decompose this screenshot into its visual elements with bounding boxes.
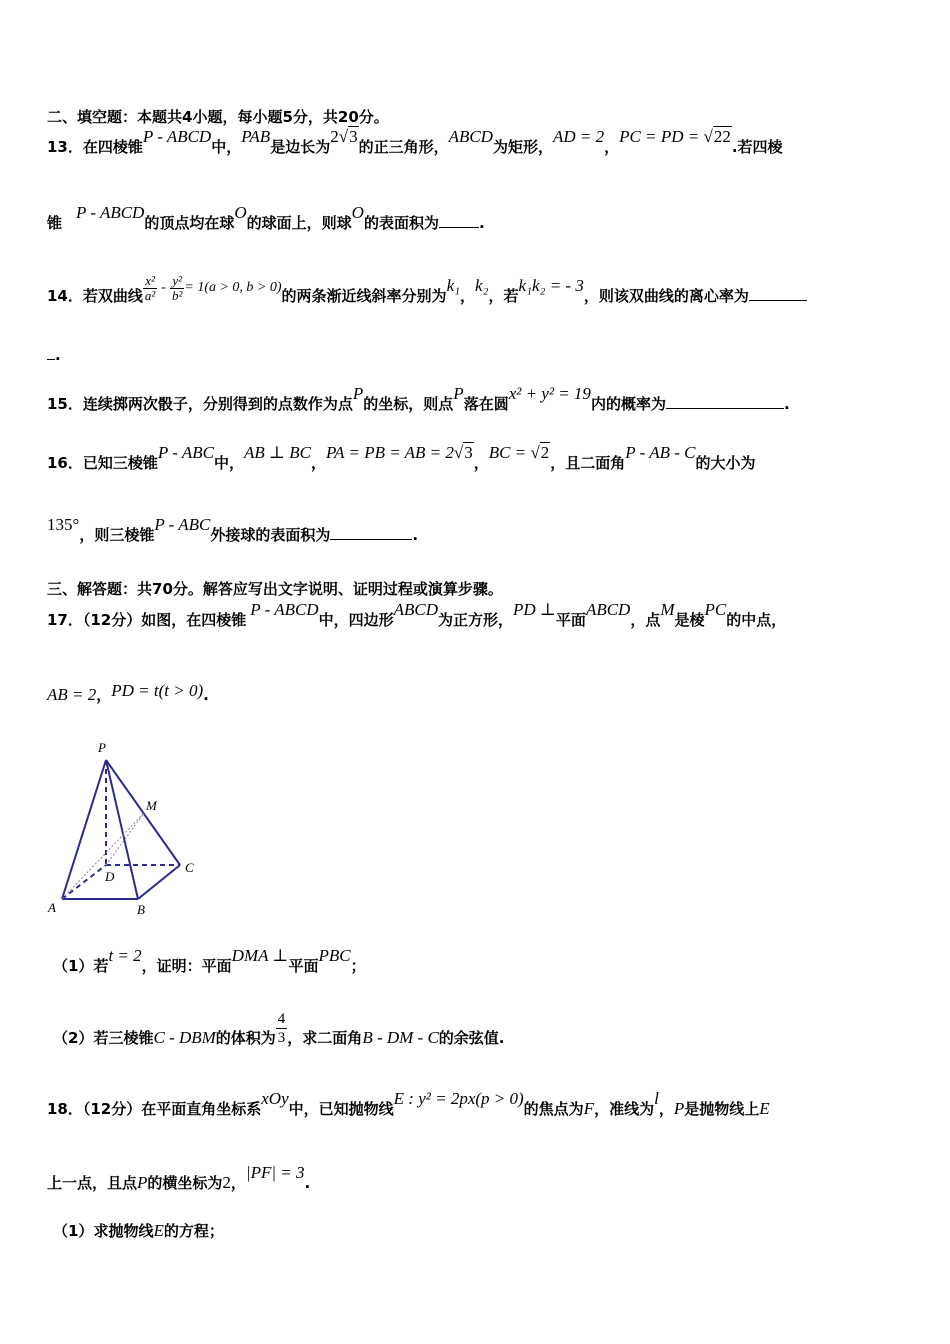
text: ，则该双曲线的离心率为 [583,287,749,305]
fraction-denominator: b² [171,288,183,303]
text: ，则三棱锥 [79,526,155,544]
math: P [453,384,464,403]
math: k₂ [475,276,489,295]
math: PA = PB = AB = 2√3 [325,443,473,462]
question-18-part-1 [53,1220,224,1241]
question-14-line-1 [47,273,807,311]
math: PC = PD = √22 [619,127,731,146]
question-17-line-2 [47,681,209,705]
text: 的焦点为 [523,1100,584,1118]
math: PBC [318,946,351,965]
math-radicand: 2 [540,443,550,462]
pyramid-figure [40,736,210,921]
question-15 [47,384,790,414]
math: E : y² = 2px(p > 0) [393,1089,524,1108]
label-m: M [146,798,157,813]
label-c: C [185,860,194,875]
text: 连续掷两次骰子，分别得到的点数作为点 [82,395,353,413]
math: AB ⊥ BC [243,443,311,462]
question-16-line-1 [47,443,756,473]
text: ； [350,957,366,975]
section-2-header: 二、填空题：本题共4小题，每小题5分，共20分。 [47,108,389,126]
fraction-numerator: y² [172,273,182,288]
text: 若双曲线 [82,287,143,305]
answer-blank [749,286,807,301]
text: 的中点， [726,611,787,629]
label-p: P [98,740,106,755]
question-16-line-2 [47,515,419,545]
question-18-line-2 [47,1163,311,1193]
label-a: A [48,900,56,915]
text: . [304,1174,311,1192]
text: 在四棱锥 [82,138,143,156]
math: 2√3 [330,127,358,146]
part-number: （2） [53,1029,94,1047]
question-14-line-2 [47,345,61,364]
edge-pa [62,760,106,899]
math: xOy [261,1089,289,1108]
math: ABCD [585,600,631,619]
text: ， [658,1100,674,1118]
text: ， [473,454,489,472]
math: |PF| = 3 [245,1163,305,1182]
text: . [478,214,485,232]
question-17-part-2 [53,1011,505,1057]
text: 的横坐标为 [147,1174,223,1192]
text: ， [460,287,476,305]
text: 的正三角形， [358,138,449,156]
math: PAB [241,127,271,146]
math: O [234,203,247,222]
math: P - ABCD [250,600,319,619]
math: t = 2 [108,946,142,965]
fraction-numerator: x² [145,273,155,288]
text: ， [310,454,326,472]
answer-blank [330,525,412,540]
text: 是棱 [674,611,705,629]
math: AD = 2 [552,127,605,146]
text: . [412,526,419,544]
math: ABCD [448,127,493,146]
math: k₁k₂ = - 3 [518,276,584,295]
answer-blank [666,394,784,409]
math: PC [704,600,727,619]
text: 中， [211,138,242,156]
math: B - DM - C [362,1028,439,1047]
question-number: 16． [47,454,83,472]
text: . [783,395,790,413]
line-dm [106,813,144,865]
text: 若三棱锥 [93,1029,154,1047]
math: P [673,1099,685,1118]
question-17-part-1 [53,946,366,976]
text: 平面 [555,611,586,629]
math: P [352,384,364,403]
math: 2 [222,1173,231,1192]
fraction [276,1010,288,1047]
text: 的余弦值. [438,1029,505,1047]
text: 上一点，且点 [47,1174,138,1192]
text: 平面 [288,957,319,975]
text: 落在圆 [463,395,509,413]
math: P - ABCD [142,127,212,146]
math: F [583,1099,595,1118]
answer-blank [47,345,55,360]
answer-blank [439,213,479,228]
text: 的方程； [163,1222,224,1240]
fraction [143,274,157,303]
score: （12分） [82,611,142,629]
math: P [137,1173,148,1192]
text: 如图，在四棱锥 [141,611,247,629]
text: 的体积为 [215,1029,276,1047]
math: O [351,203,364,222]
fraction-denominator: a² [144,288,156,303]
math-coef: 2 [330,127,339,146]
math: P - ABCD [76,203,145,222]
text: 已知三棱锥 [82,454,158,472]
question-13-line-2 [47,203,485,233]
text: 若 [93,957,109,975]
math: P - ABC [154,515,211,534]
math: AB = 2 [47,685,97,704]
line-am [62,813,144,899]
label-d: D [105,869,115,884]
text: 的球面上，则球 [246,214,352,232]
text: . [203,686,209,704]
text: 的表面积为 [363,214,439,232]
math: 135° [47,515,80,534]
text: ， [96,686,112,704]
math-part: PC = PD = [619,127,704,146]
question-17-line-1 [47,600,787,630]
math: x² + y² = 19 [508,384,591,403]
math: E [759,1099,770,1118]
math: - [161,280,166,295]
math: l [654,1089,659,1108]
question-number: 18． [47,1100,83,1118]
text: 锥 [47,214,63,232]
fraction-numerator: 4 [277,1011,286,1027]
math: PD = t(t > 0) [111,681,204,700]
text: 为矩形， [492,138,553,156]
text: ，若 [488,287,519,305]
edge-bc [138,865,180,899]
math-part: PA = PB = AB = 2 [325,443,454,462]
question-number: 13． [47,138,83,156]
text: 中，四边形 [318,611,394,629]
text: 内的概率为 [590,395,666,413]
math-part: BC = [488,443,531,462]
math: M [660,600,675,619]
text: ，准线为 [594,1100,655,1118]
question-number: 15． [47,395,83,413]
text: . [55,346,61,364]
math: P - ABC [157,443,214,462]
label-b: B [137,902,145,917]
fraction-denominator: 3 [277,1030,286,1046]
math: ABCD [393,600,438,619]
math: DMA ⊥ [231,946,289,965]
text: 是抛物线上 [684,1100,760,1118]
text: ，证明：平面 [141,957,232,975]
text: 中， [213,454,244,472]
text: ，点 [630,611,661,629]
text: ，求二面角 [287,1029,363,1047]
text: 的顶点均在球 [144,214,235,232]
math: C - DBM [153,1028,216,1047]
edge-ad-hidden [62,865,106,899]
section-3-header: 三、解答题：共70分。解答应写出文字说明、证明过程或演算步骤。 [47,580,503,598]
question-number: 17． [47,611,83,629]
text: 求抛物线 [93,1222,154,1240]
text: 中，已知抛物线 [288,1100,394,1118]
text: 外接球的表面积为 [210,526,331,544]
math: = 1(a > 0, b > 0) [184,280,282,295]
math: PD ⊥ [513,600,556,619]
math-radicand: 3 [464,443,473,462]
math-radicand: 22 [713,127,731,146]
text: 是边长为 [270,138,331,156]
part-number: （1） [53,1222,94,1240]
question-18-line-1 [47,1089,770,1119]
text: ，且二面角 [550,454,626,472]
fraction [170,274,184,303]
question-13-line-1 [47,127,783,157]
math-radicand: 3 [349,127,358,146]
math: k₁ [446,276,461,295]
math: E [153,1221,164,1240]
math: BC = √2 [488,443,550,462]
part-number: （1） [53,957,94,975]
score: （12分） [82,1100,142,1118]
text: 在平面直角坐标系 [141,1100,262,1118]
text: ， [230,1174,246,1192]
text: 的大小为 [695,454,756,472]
text: 的坐标，则点 [363,395,454,413]
text: 为正方形， [438,611,514,629]
math: P - AB - C [625,443,696,462]
text: .若四棱 [731,138,783,156]
text: ， [604,138,620,156]
question-number: 14． [47,287,83,305]
text: 的两条渐近线斜率分别为 [281,287,447,305]
